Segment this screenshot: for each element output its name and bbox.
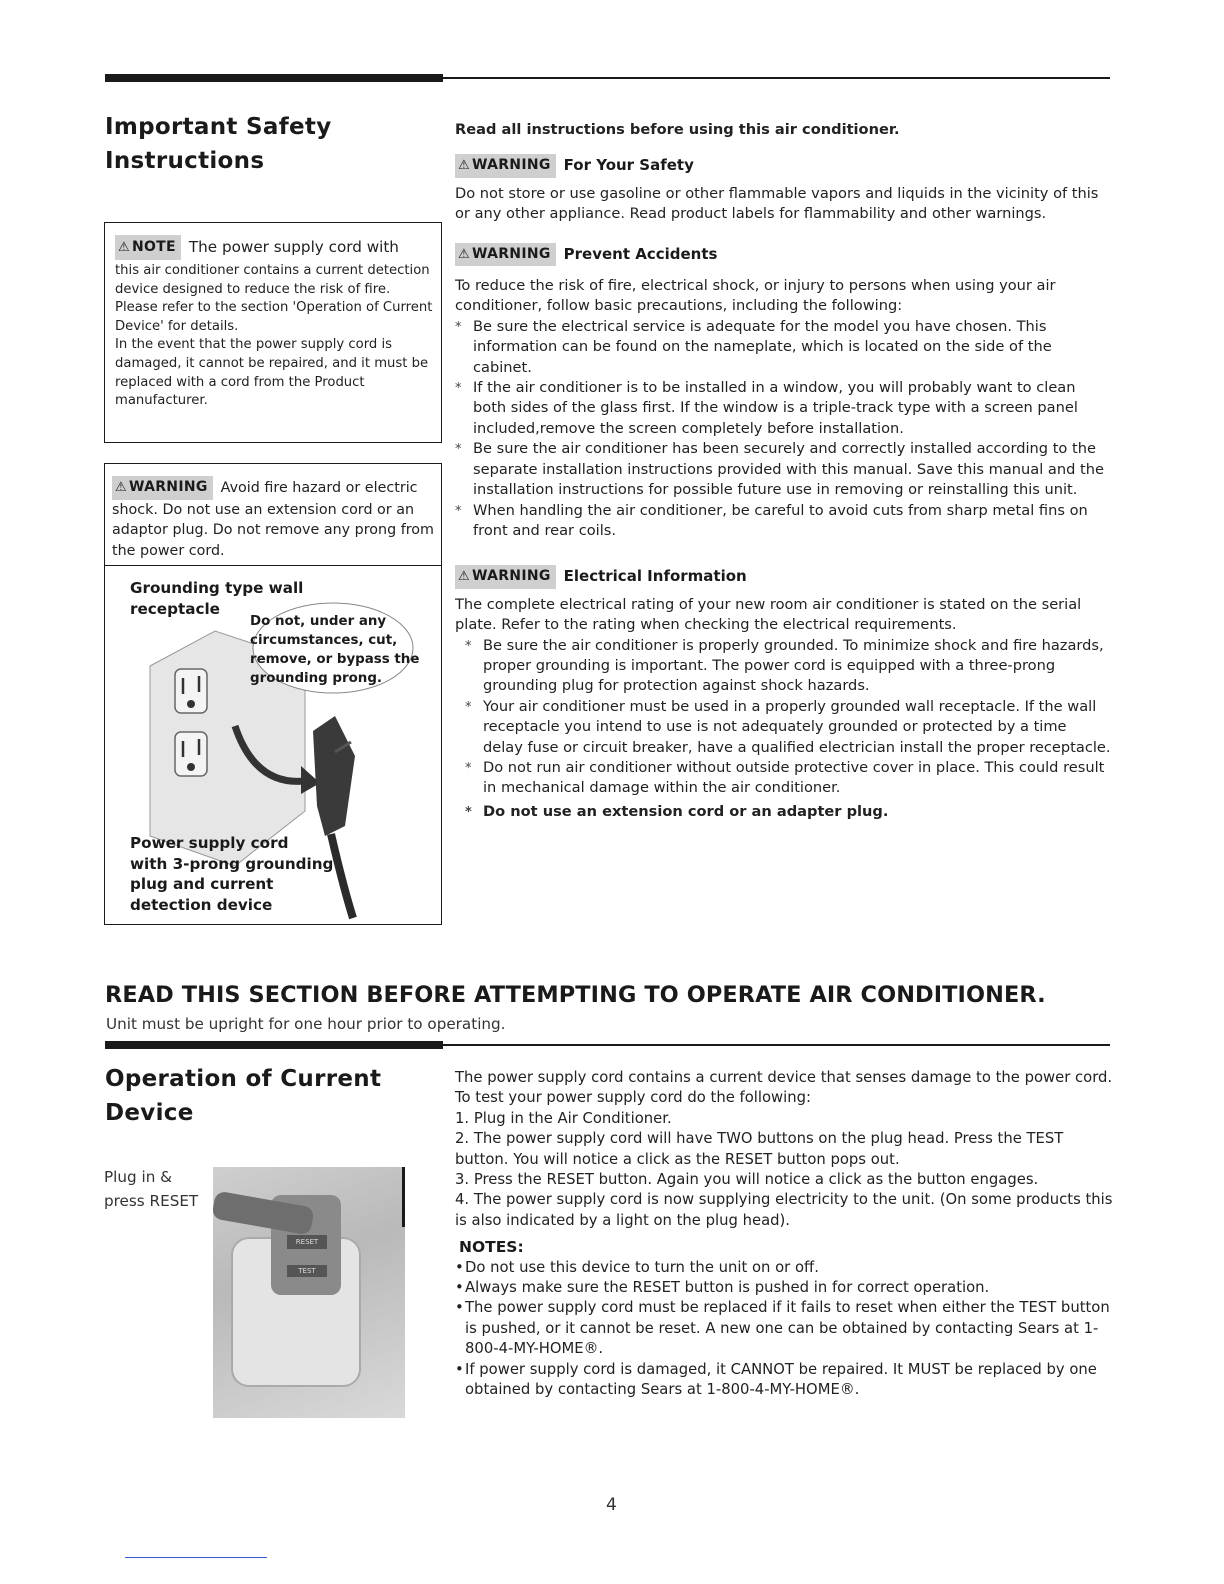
cord-label: Power supply cord with 3-prong grounding plug and current detection device bbox=[130, 834, 334, 914]
list-item: * Be sure the electrical service is adequate for the model you have chosen. This information can be found on the nameplate, which is located on the side of the cabinet. bbox=[455, 317, 1111, 378]
warning-box bbox=[104, 463, 442, 925]
operation-title: Operation of Current Device bbox=[105, 1066, 382, 1126]
safety-body bbox=[455, 120, 1111, 822]
operation-step: 3. Press the RESET button. Again you will notice a click as the button engages. bbox=[455, 1171, 1039, 1189]
note-line: Please refer to the section 'Operation of Current Device' for details. bbox=[115, 300, 433, 334]
operation-step: 1. Plug in the Air Conditioner. bbox=[455, 1109, 672, 1127]
caution-triangle-icon: ⚠ bbox=[115, 480, 127, 495]
operate-banner-subtext: Unit must be upright for one hour prior to operating. bbox=[106, 1015, 506, 1033]
note-line: In the event that the power supply cord is damaged, it cannot be repaired, and it must be replaced with a cord from the Product manufacturer. bbox=[115, 337, 429, 409]
prevent-heading: ⚠ WARNING Prevent Accidents bbox=[455, 243, 1111, 266]
plug-icon bbox=[313, 716, 355, 836]
receptacle-label: Grounding type wall receptacle bbox=[130, 579, 304, 618]
caution-triangle-icon: ⚠ bbox=[458, 246, 470, 262]
note-item: • Always make sure the RESET button is pushed in for correct operation. bbox=[455, 1278, 1115, 1298]
operate-banner-heading: READ THIS SECTION BEFORE ATTEMPTING TO OPERATE AIR CONDITIONER. bbox=[105, 982, 1046, 1008]
grounding-figure bbox=[105, 566, 441, 922]
prevent-intro: To reduce the risk of fire, electrical shock, or injury to persons when using your air conditioner, follow basic precautions, including the following: bbox=[455, 277, 1056, 315]
footer-rule bbox=[125, 1557, 267, 1558]
read-all-instructions: Read all instructions before using this air conditioner. bbox=[455, 121, 900, 138]
warning-badge: ⚠ WARNING bbox=[112, 476, 213, 500]
list-item: * If the air conditioner is to be installed in a window, you will probably want to clean both sides of the glass first. If the window is a triple-track type with a screen panel included,remove the screen completely before installation. bbox=[455, 378, 1111, 439]
note-item: • The power supply cord must be replaced if it fails to reset when either the TEST button is pushed, or it cannot be reset. A new one can be obtained by contacting Sears at 1-800-4-MY-HOME®. bbox=[455, 1298, 1115, 1359]
for-safety-text: Do not store or use gasoline or other flammable vapors and liquids in the vicinity of this or any other appliance. Read product labels for flammability and other warnings. bbox=[455, 184, 1099, 223]
operation-intro: The power supply cord contains a current device that senses damage to the power cord. bbox=[455, 1069, 1113, 1086]
note-item: • Do not use this device to turn the unit on or off. bbox=[455, 1258, 1115, 1278]
list-item-bold: * Do not use an extension cord or an adapter plug. bbox=[465, 802, 1111, 822]
warning-box-text: ⚠ WARNING Avoid fire hazard or electric shock. Do not use an extension cord or an adaptor plug. Do not remove any prong from the power cord. bbox=[105, 464, 441, 566]
safety-title-line1: Important Safety bbox=[105, 114, 332, 140]
operation-test-intro: To test your power supply cord do the following: bbox=[455, 1089, 812, 1107]
operation-body bbox=[455, 1068, 1115, 1401]
list-item: * Your air conditioner must be used in a properly grounded wall receptacle. If the wall receptacle you intend to use is not adequately grounded or protected by a time delay fuse or circuit breaker, have a qualified electrician install the proper receptacle. bbox=[465, 697, 1111, 758]
caution-triangle-icon: ⚠ bbox=[458, 158, 470, 174]
notes-title: NOTES: bbox=[459, 1238, 524, 1257]
note-lead: The power supply cord with bbox=[188, 238, 399, 256]
section-rule-top bbox=[105, 74, 1110, 82]
page-number: 4 bbox=[606, 1495, 617, 1515]
note-item: • If power supply cord is damaged, it CANNOT be repaired. It MUST be replaced by one obtained by contacting Sears at 1-800-4-MY-HOME®. bbox=[455, 1360, 1115, 1401]
grounding-callout: Do not, under any circumstances, cut, remove, or bypass the grounding prong. bbox=[250, 614, 420, 686]
electrical-intro: The complete electrical rating of your new room air conditioner is stated on the serial plate. Refer to the rating when checking the electrical requirements. bbox=[455, 595, 1082, 634]
plug-photo bbox=[213, 1167, 405, 1418]
note-box bbox=[104, 222, 442, 443]
for-safety-heading: ⚠ WARNING For Your Safety bbox=[455, 154, 1111, 177]
list-item: * Be sure the air conditioner is properly grounded. To minimize shock and fire hazards, proper grounding is important. The power cord is equipped with a three-prong grounding plug for protection against shock hazards. bbox=[465, 636, 1111, 697]
section-rule-operation bbox=[105, 1041, 1110, 1049]
safety-title bbox=[105, 110, 332, 178]
safety-title-line2: Instructions bbox=[105, 148, 265, 174]
electrical-heading: ⚠ WARNING Electrical Information bbox=[455, 565, 1111, 588]
list-item: * Do not run air conditioner without outside protective cover in place. This could result in mechanical damage within the air conditioner. bbox=[465, 758, 1111, 799]
test-button-photo: TEST bbox=[287, 1265, 327, 1277]
list-item: * Be sure the air conditioner has been securely and correctly installed according to the separate installation instructions provided with this manual. Save this manual and the installation instructions for possible future use in removing or reinstalling this unit. bbox=[455, 439, 1111, 500]
note-line: this air conditioner contains a current detection device designed to reduce the risk of fire. bbox=[115, 263, 430, 297]
list-item: * When handling the air conditioner, be careful to avoid cuts from sharp metal fins on front and rear coils. bbox=[455, 501, 1111, 542]
note-badge: ⚠ NOTE bbox=[115, 235, 181, 260]
operation-step: 2. The power supply cord will have TWO buttons on the plug head. Press the TEST button. You will notice a click as the RESET button pops out. bbox=[455, 1130, 1064, 1168]
reset-button-photo: RESET bbox=[287, 1235, 327, 1249]
photo-caption: Plug in & press RESET bbox=[104, 1168, 199, 1210]
operation-step: 4. The power supply cord is now supplying electricity to the unit. (On some products this is also indicated by a light on the plug head). bbox=[455, 1191, 1113, 1229]
caution-triangle-icon: ⚠ bbox=[458, 569, 470, 585]
caution-triangle-icon: ⚠ bbox=[118, 240, 130, 255]
